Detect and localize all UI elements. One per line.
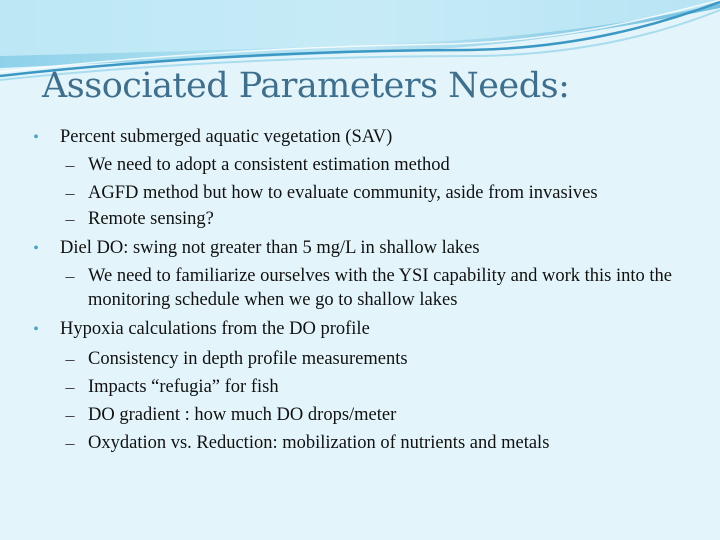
bullet-icon: • xyxy=(33,240,39,257)
bullet-icon: • xyxy=(33,321,39,338)
bullet-list xyxy=(26,124,706,455)
list-item-text: We need to adopt a consistent estimation method xyxy=(88,155,450,175)
list-item-text: Percent submerged aquatic vegetation (SAV) xyxy=(60,127,393,147)
list-item xyxy=(26,347,706,371)
dash-icon: – xyxy=(65,377,75,397)
slide-title: Associated Parameters Needs: xyxy=(42,66,570,106)
dash-icon: – xyxy=(65,183,75,203)
list-item xyxy=(26,124,706,151)
list-item-text: Hypoxia calculations from the DO profile xyxy=(60,319,370,339)
list-item xyxy=(26,153,706,177)
dash-icon: – xyxy=(65,405,75,425)
list-item-text: We need to familiarize ourselves with the YSI capability and work this into the monitoring schedule when we go to shallow lakes xyxy=(88,266,673,310)
list-item xyxy=(26,181,688,205)
list-item xyxy=(26,316,706,343)
list-item-text: Remote sensing? xyxy=(88,209,214,229)
dash-icon: – xyxy=(65,266,75,286)
list-item-text: Consistency in depth profile measurements xyxy=(88,349,408,369)
dash-icon: – xyxy=(65,209,75,229)
list-item-text: Impacts “refugia” for fish xyxy=(88,377,279,397)
list-item xyxy=(26,431,706,455)
list-item xyxy=(26,207,706,231)
list-item-text: Diel DO: swing not greater than 5 mg/L in shallow lakes xyxy=(60,238,480,258)
dash-icon: – xyxy=(65,349,75,369)
bullet-icon: • xyxy=(33,129,39,146)
list-item xyxy=(26,235,706,262)
list-item xyxy=(26,375,706,399)
list-item xyxy=(26,264,688,312)
list-item xyxy=(26,403,706,427)
list-item-text: AGFD method but how to evaluate community, aside from invasives xyxy=(88,183,598,203)
list-item-text: Oxydation vs. Reduction: mobilization of nutrients and metals xyxy=(88,433,550,453)
dash-icon: – xyxy=(65,433,75,453)
list-item-text: DO gradient : how much DO drops/meter xyxy=(88,405,397,425)
dash-icon: – xyxy=(65,155,75,175)
